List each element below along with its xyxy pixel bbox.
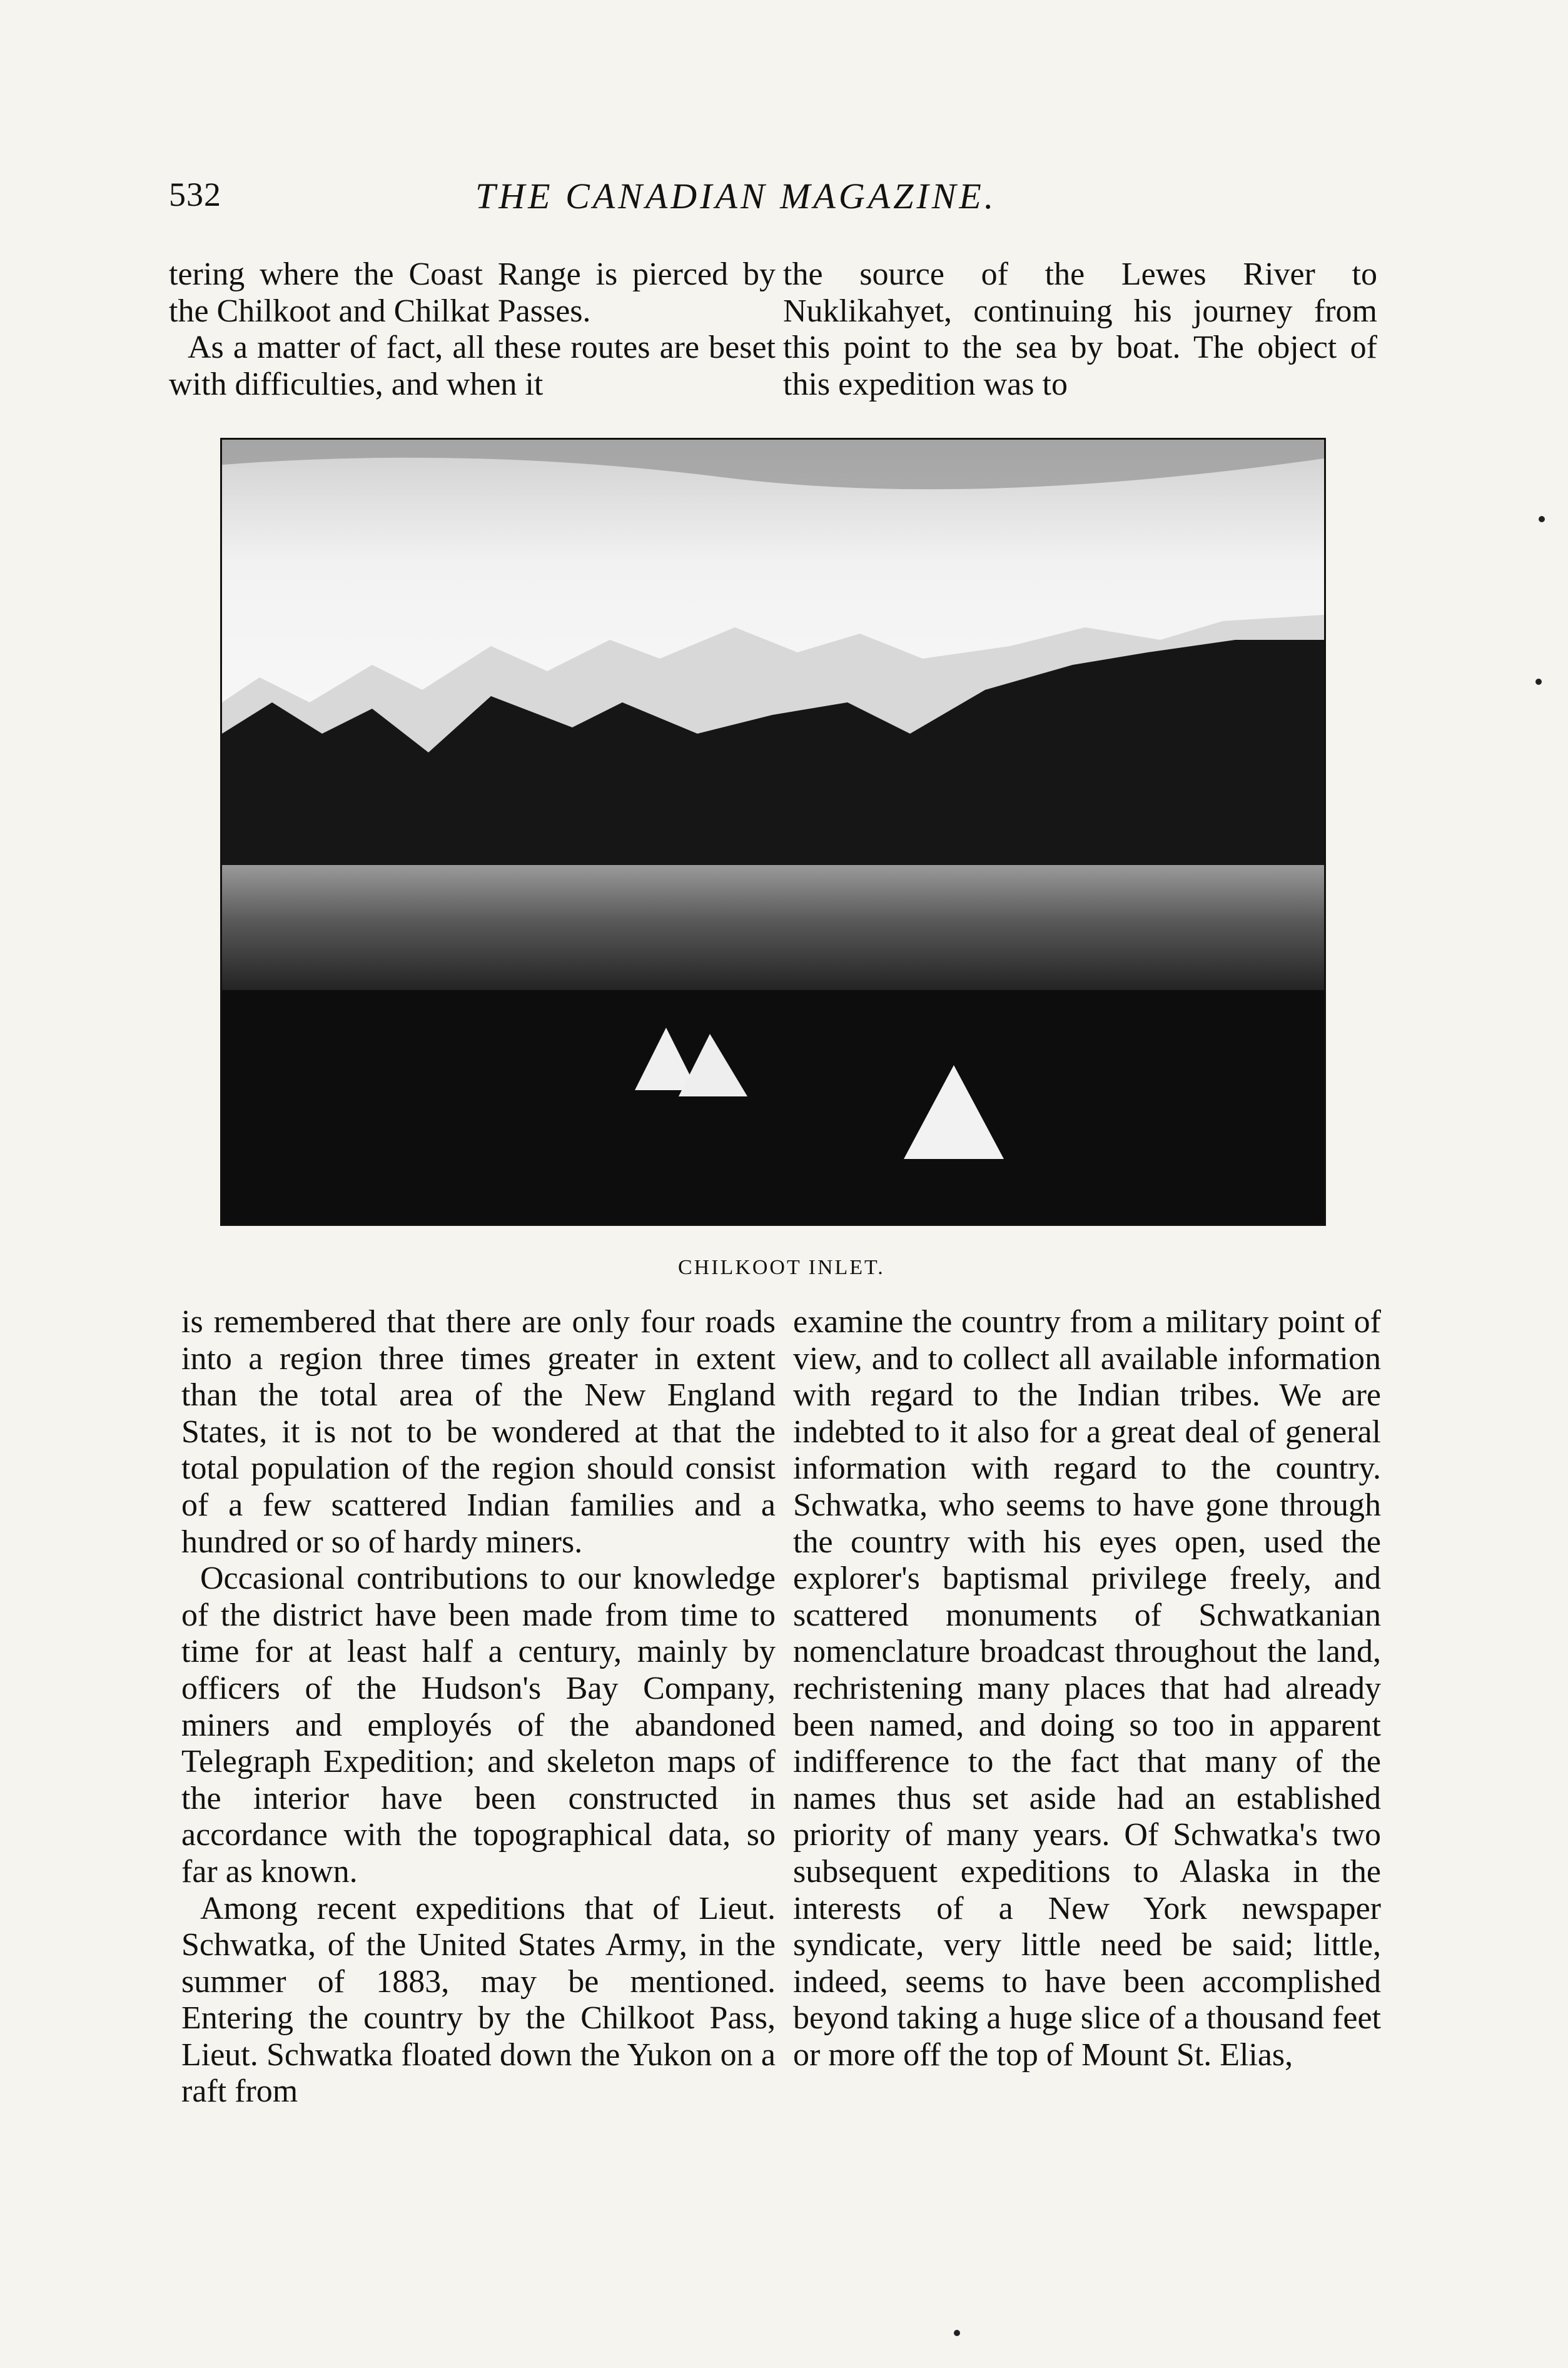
running-title: THE CANADIAN MAGAZINE. <box>475 176 997 216</box>
ink-speck <box>954 2330 960 2336</box>
page-number: 532 <box>169 176 221 213</box>
top-right-column <box>783 256 1377 403</box>
chilkoot-inlet-photo <box>220 438 1326 1226</box>
paragraph: tering where the Coast Range is pierced by the Chilkoot and Chilkat Passes. <box>169 256 776 329</box>
top-left-column <box>169 256 776 403</box>
paragraph: is remembered that there are only four roads into a region three times greater in extent than the total area of the New England States, it is not to be wondered at that the total population of the region should consist of a few scattered Indian families and a hundred or so of hardy miners. <box>181 1304 776 1560</box>
bottom-left-column <box>181 1304 776 2110</box>
ink-speck <box>1539 516 1545 522</box>
paragraph: examine the country from a military point of view, and to collect all available information with regard to the Indian tribes. We are indebted to it also for a great deal of general information with regard to the country. Schwatka, who seems to have gone through the country with his eyes open, used the explorer's baptismal privilege freely, and scattered monuments of Schwatkanian nomenclature broadcast throughout the land, rechristening many places that had already been named, and doing so too in apparent indifference to the fact that many of the names thus set aside had an established priority of many years. Of Schwatka's two subsequent expeditions to Alaska in the interests of a New York newspaper syndicate, very little need be said; little, indeed, seems to have been accomplished beyond taking a huge slice of a thousand feet or more off the top of Mount St. Elias, <box>793 1304 1381 2073</box>
bottom-right-column <box>793 1304 1381 2073</box>
ink-speck <box>1535 679 1542 685</box>
paragraph: the source of the Lewes River to Nuklikahyet, continuing his journey from this point to the sea by boat. The object of this expedition was to <box>783 256 1377 402</box>
figure-caption: CHILKOOT INLET. <box>678 1256 885 1279</box>
paragraph: As a matter of fact, all these routes are beset with difficulties, and when it <box>169 330 776 402</box>
inlet-water <box>222 865 1324 1003</box>
page-header <box>169 175 1363 225</box>
paragraph: Among recent expeditions that of Lieut. Schwatka, of the United States Army, in the summer of 1883, may be mentioned. Entering the country by the Chilkoot Pass, Lieut. Schwatka floated down the Yukon on a raft from <box>181 1890 776 2110</box>
paragraph: Occasional contributions to our knowledge of the district have been made from time to time for at least half a century, mainly by officers of the Hudson's Bay Company, miners and employés of the abandoned Telegraph Expedition; and skeleton maps of the interior have been constructed in accordance with the topographical data, so far as known. <box>181 1561 776 1890</box>
